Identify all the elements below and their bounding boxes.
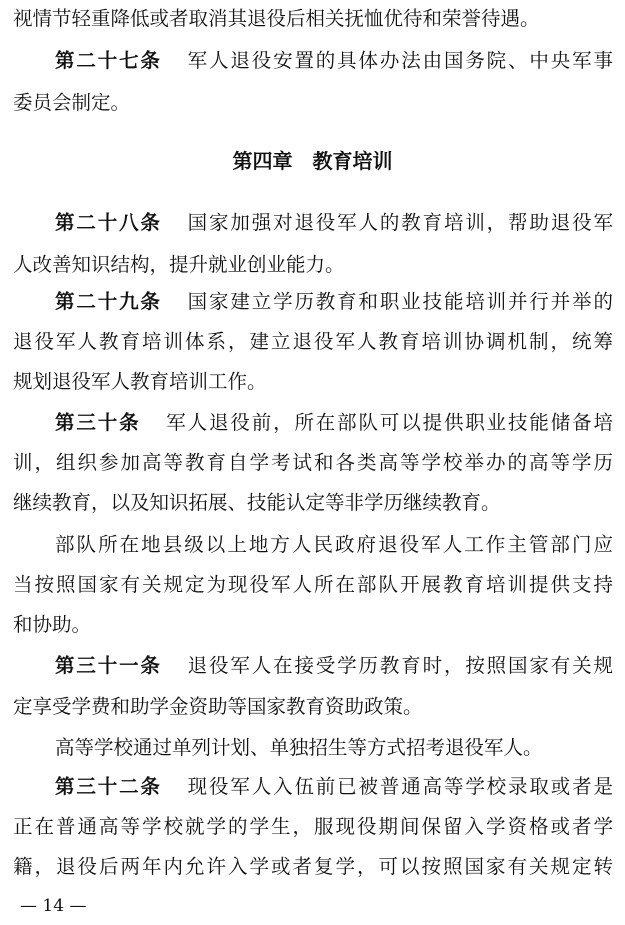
article-27-title: 第二十七条 xyxy=(55,49,162,72)
article-30-title: 第三十条 xyxy=(55,411,141,434)
article-30-line-2: 训，组织参加高等教育自学考试和各类高等学校举办的高等学历 xyxy=(13,451,613,474)
article-29-line-1: 第二十九条 国家建立学历教育和职业技能培训并行并举的 xyxy=(55,290,613,313)
article-31-line-1: 第三十一条 退役军人在接受学历教育时，按照国家有关规 xyxy=(55,654,613,677)
article-29-title: 第二十九条 xyxy=(55,290,162,313)
article-32-title: 第三十二条 xyxy=(55,775,162,798)
article-30-line-3: 继续教育，以及知识拓展、技能认定等非学历继续教育。 xyxy=(13,491,501,514)
article-29-line-3: 规划退役军人教育培训工作。 xyxy=(13,370,267,393)
article-27-line-2: 委员会制定。 xyxy=(13,91,131,114)
article-28-line-2: 人改善知识结构，提升就业创业能力。 xyxy=(13,253,345,276)
article-32-line-2: 正在普通高等学校就学的学生，服现役期间保留入学资格或者学 xyxy=(13,815,613,838)
article-30-paragraph-2-line-1: 部队所在地县级以上地方人民政府退役军人工作主管部门应 xyxy=(55,533,613,556)
chapter-heading: 第四章 教育培训 xyxy=(232,149,393,173)
article-29-line-2: 退役军人教育培训体系，建立退役军人教育培训协调机制，统筹 xyxy=(13,330,613,353)
article-31-line-2: 定享受学费和助学金资助等国家教育资助政策。 xyxy=(13,695,423,718)
article-30-paragraph-2-line-2: 当按照国家有关规定为现役军人所在部队开展教育培训提供支持 xyxy=(13,573,613,596)
article-31-paragraph-2: 高等学校通过单列计划、单独招生等方式招考退役军人。 xyxy=(55,736,543,759)
article-32-line-3: 籍，退役后两年内允许入学或者复学，可以按照国家有关规定转 xyxy=(13,855,613,878)
article-30-line-1: 第三十条 军人退役前，所在部队可以提供职业技能储备培 xyxy=(55,411,613,434)
article-27-line-1: 第二十七条 军人退役安置的具体办法由国务院、中央军事 xyxy=(55,49,613,72)
article-28-title: 第二十八条 xyxy=(55,211,162,234)
article-32-line-1: 第三十二条 现役军人入伍前已被普通高等学校录取或者是 xyxy=(55,775,613,798)
text-line: 视情节轻重降低或者取消其退役后相关抚恤优待和荣誉待遇。 xyxy=(13,7,540,30)
article-28-line-1: 第二十八条 国家加强对退役军人的教育培训，帮助退役军 xyxy=(55,211,613,234)
article-31-title: 第三十一条 xyxy=(55,654,162,677)
article-30-paragraph-2-line-3: 和协助。 xyxy=(13,613,92,636)
page-number: — 14 — xyxy=(20,896,87,916)
